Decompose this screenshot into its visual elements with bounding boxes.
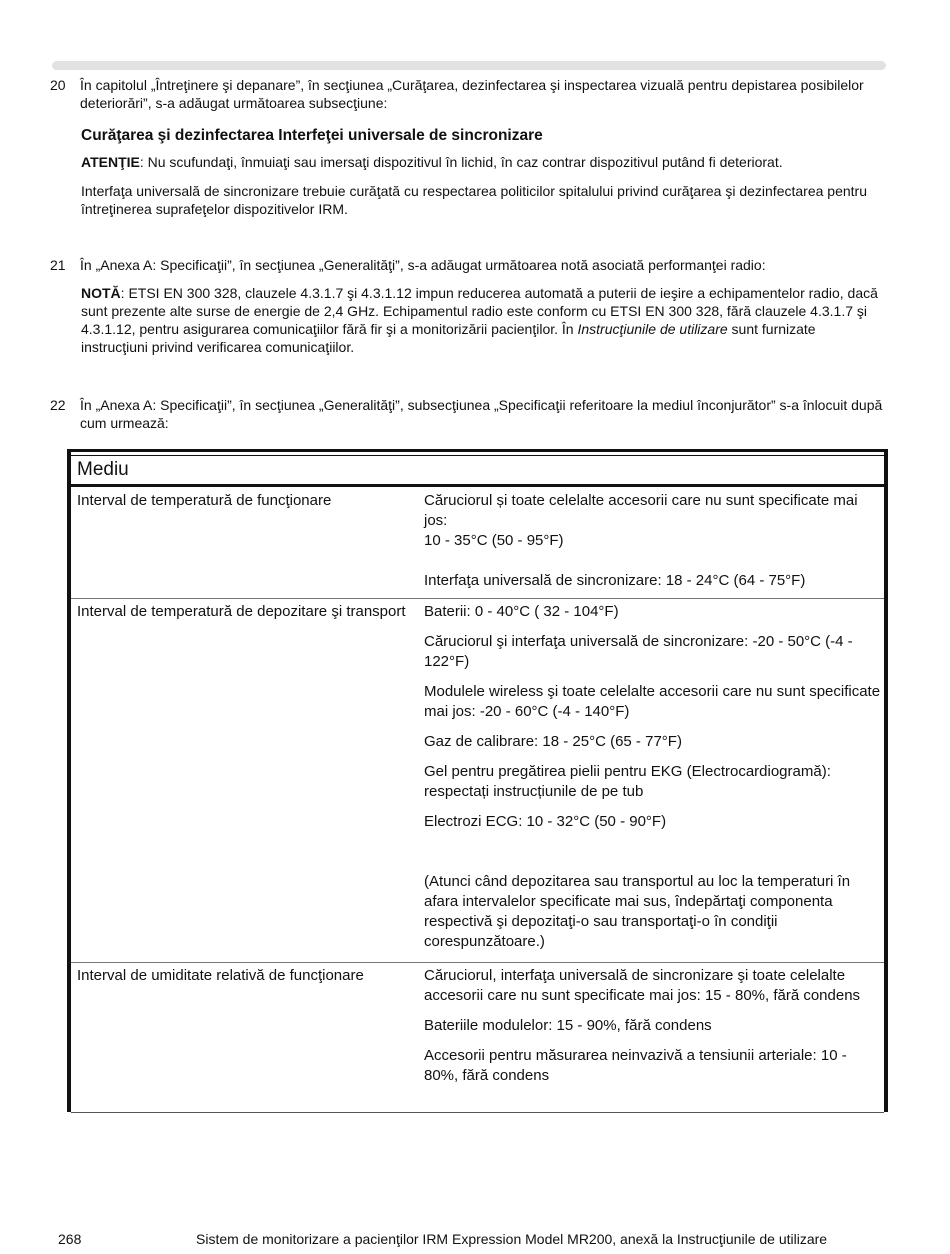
footer-title: Sistem de monitorizare a pacienţilor IRM Expression Model MR200, anexă la Instrucţiunile de utilizare xyxy=(196,1231,828,1247)
note-text-a: : ETSI EN 300 328, clauzele 4.3.1.7 şi 4.3.1.12 impun reducerea automată a puterii de ieşire a echipamentelor radio, dacă sunt prezente alte surse de energie de 2,4 GHz. Echipamentul radio este conform cu ETSI EN 300 328, fără clauzele 4.3.1.7 şi 4.3.1.12, pentru asigurarea comunicaţiilor fără fir şi a monitorizării pacienţilor. În xyxy=(81,285,878,337)
note-paragraph xyxy=(81,284,886,356)
page-number: 268 xyxy=(58,1231,82,1247)
row-label: Interval de temperatură de funcţionare xyxy=(77,492,332,509)
row-values xyxy=(424,491,884,601)
row-value: Interfaţa universală de sincronizare: 18 - 24°C (64 - 75°F) xyxy=(424,572,806,589)
list-item-20 xyxy=(50,76,886,112)
row-label: Interval de umiditate relativă de funcţionare xyxy=(77,967,364,984)
note-label: NOTĂ xyxy=(81,285,121,301)
row-value: Baterii: 0 - 40°C ( 32 - 104°F) xyxy=(424,603,619,620)
list-item-22 xyxy=(50,396,886,432)
row-value: Modulele wireless şi toate celelalte accesorii care nu sunt specificate mai jos: -20 - 60°C (-4 - 140°F) xyxy=(424,683,881,720)
row-value: (Atunci când depozitarea sau transportul au loc la temperaturi în afara intervalelor specificate mai sus, îndepărtaţi componenta respectivă şi depozitaţi-o sau transportaţi-o în condiţii corespunzătoare.) xyxy=(424,873,851,950)
row-value: Bateriile modulelor: 15 - 90%, fără condens xyxy=(424,1017,712,1034)
warning-text: : Nu scufundaţi, înmuiaţi sau imersaţi dispozitivul în lichid, în caz contrar dispozitivul putând fi deteriorat. xyxy=(139,154,783,170)
cleaning-heading: Curăţarea şi dezinfectarea Interfeţei universale de sincronizare xyxy=(81,127,543,144)
row-label: Interval de temperatură de depozitare şi transport xyxy=(77,603,406,620)
table-row xyxy=(71,598,884,963)
row-value: Căruciorul și toate celelalte accesorii care nu sunt specificate mai jos: xyxy=(424,492,858,529)
table-row xyxy=(71,962,884,1113)
row-value: Gaz de calibrare: 18 - 25°C (65 - 77°F) xyxy=(424,733,682,750)
row-values xyxy=(424,966,884,1096)
warning-label: ATENŢIE xyxy=(81,154,140,170)
item-number: 21 xyxy=(50,257,66,273)
top-divider-bar xyxy=(52,61,886,70)
list-item-21 xyxy=(50,256,886,274)
item-text: În „Anexa A: Specificaţii”, în secţiunea „Generalităţi”, s-a adăugat următoarea notă asociată performanţei radio: xyxy=(80,257,766,273)
item-number: 20 xyxy=(50,77,66,93)
row-value: 10 - 35°C (50 - 95°F) xyxy=(424,532,564,549)
table-header-text: Mediu xyxy=(77,459,129,480)
table-row xyxy=(71,487,884,599)
environment-table xyxy=(67,449,888,1112)
row-values xyxy=(424,602,884,962)
row-value: Căruciorul, interfaţa universală de sincronizare şi toate celelalte accesorii care nu sunt specificate mai jos: 15 - 80%, fără condens xyxy=(424,967,861,1004)
row-value: Căruciorul şi interfaţa universală de sincronizare: -20 - 50°C (-4 - 122°F) xyxy=(424,633,853,670)
item-text: În „Anexa A: Specificaţii”, în secţiunea „Generalităţi”, subsecţiunea „Specificaţii referitoare la mediul înconjurător” s-a înlocuit după cum urmează: xyxy=(80,397,883,431)
item-number: 22 xyxy=(50,397,66,413)
note-text-b: sunt furnizate instrucţiuni privind verificarea comunicaţiilor. xyxy=(81,321,816,355)
row-value: Electrozi ECG: 10 - 32°C (50 - 90°F) xyxy=(424,813,667,830)
row-value: Accesorii pentru măsurarea neinvazivă a tensiunii arteriale: 10 - 80%, fără condens xyxy=(424,1047,847,1084)
table-header xyxy=(71,455,884,487)
note-italic: Instrucţiunile de utilizare xyxy=(577,321,728,337)
warning-paragraph xyxy=(81,153,886,171)
row-value: Gel pentru pregătirea pielii pentru EKG (Electrocardiogramă): respectați instrucțiunile de pe tub xyxy=(424,763,831,800)
cleaning-paragraph: Interfaţa universală de sincronizare trebuie curăţată cu respectarea politicilor spitalului privind curăţarea şi dezinfectarea pentru întreţinerea suprafeţelor dispozitivelor IRM. xyxy=(81,183,867,217)
item-text: În capitolul „Întreţinere şi depanare”, în secţiunea „Curăţarea, dezinfectarea şi inspectarea vizuală pentru depistarea posibilelor deteriorări”, s-a adăugat următoarea subsecţiune: xyxy=(80,77,864,111)
